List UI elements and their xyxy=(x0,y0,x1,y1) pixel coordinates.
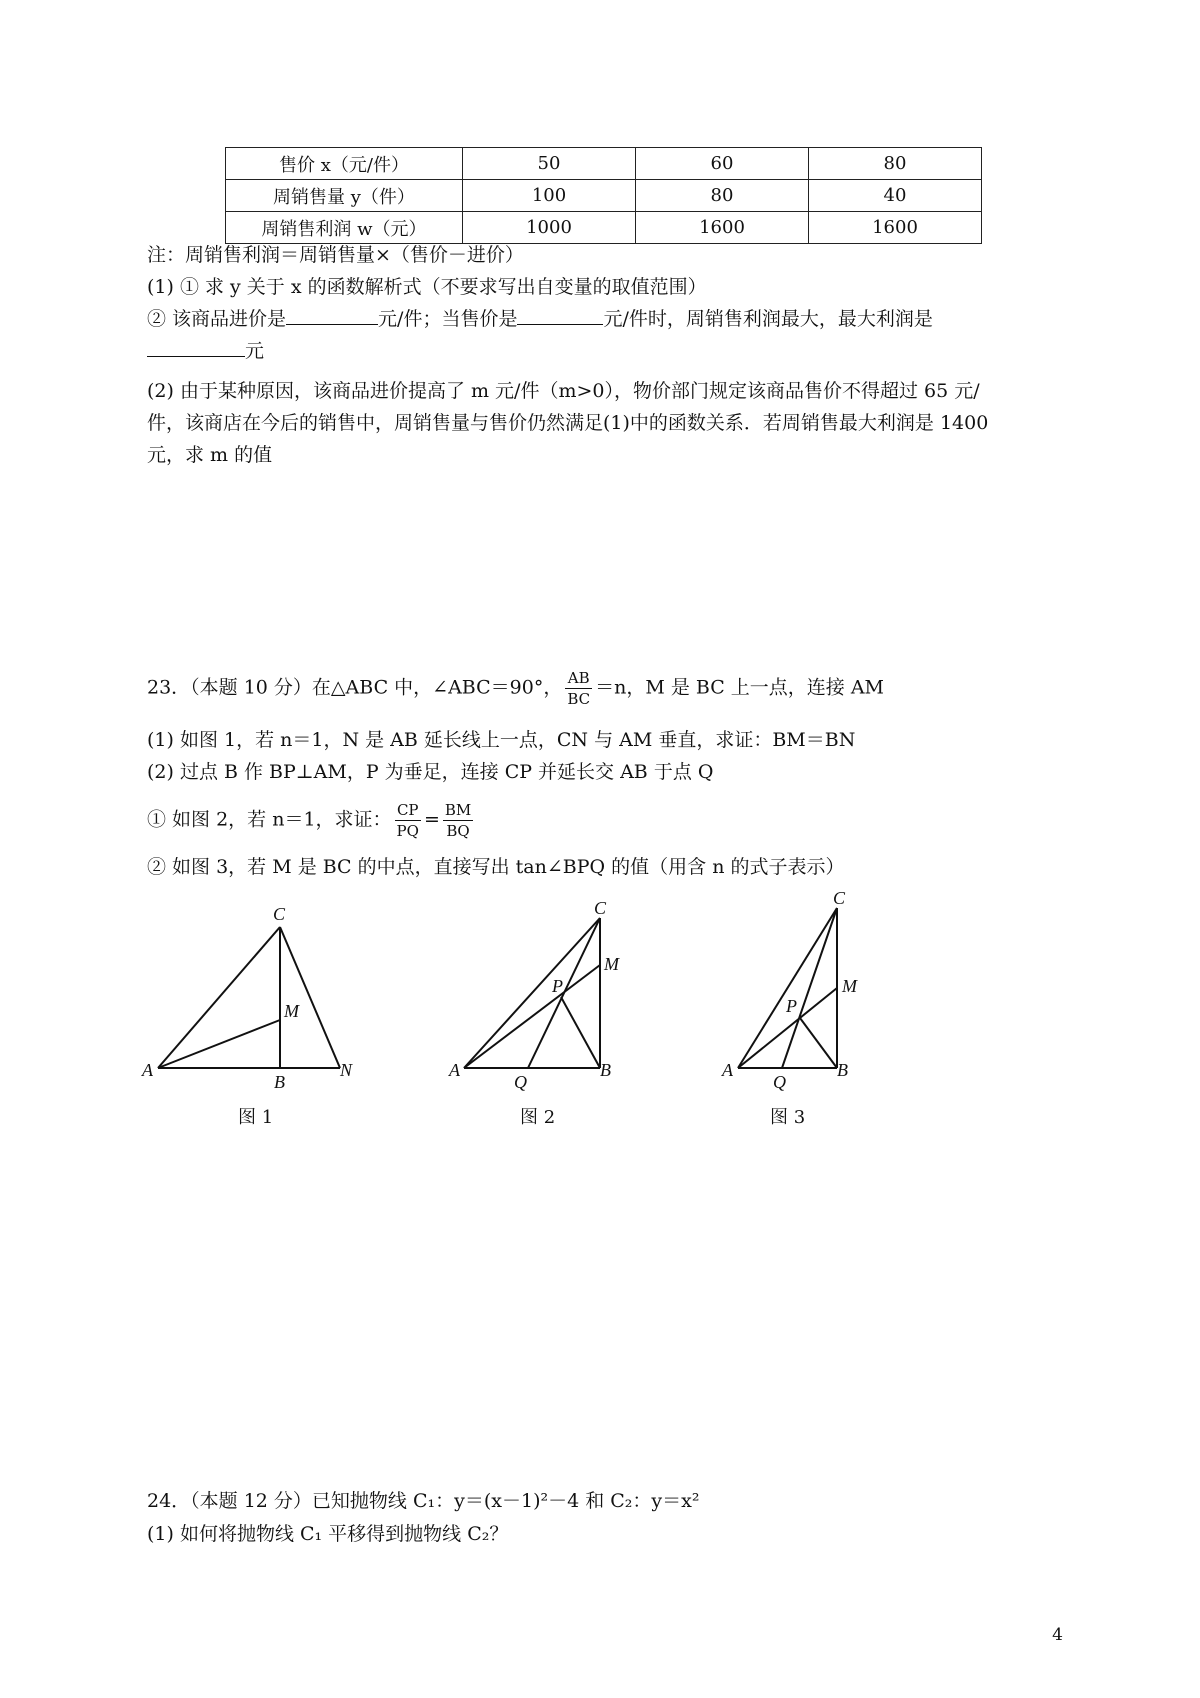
table-cell: 1600 xyxy=(636,212,809,244)
row-label: 售价 x（元/件） xyxy=(226,148,463,180)
fig2-label-c: C xyxy=(594,898,607,918)
fig3-label-m: M xyxy=(842,976,857,996)
fraction-cp-pq-den: PQ xyxy=(396,822,419,840)
figure-3-caption: 图 3 xyxy=(770,1107,806,1128)
q23-part2-1 xyxy=(147,800,476,841)
fraction-ab-bc-den: BC xyxy=(567,690,591,708)
table-cell: 80 xyxy=(636,180,809,212)
fraction-bm-bq xyxy=(443,800,473,841)
fig1-label-a: A xyxy=(142,1060,153,1080)
q22-part1-3-unit: 元 xyxy=(245,340,265,362)
fig1-label-b: B xyxy=(274,1072,285,1092)
edge-cn xyxy=(280,927,340,1068)
fig1-label-n: N xyxy=(340,1060,353,1080)
table-cell: 1000 xyxy=(463,212,636,244)
q22-part2-line2: 件，该商店在今后的销售中，周销售量与售价仍然满足(1)中的函数关系．若周销售最大利润是 1400 xyxy=(147,412,989,434)
edge-am xyxy=(464,965,600,1068)
q23-part2-1-a: ① 如图 2，若 n＝1，求证： xyxy=(147,808,392,831)
fraction-cp-pq xyxy=(395,800,421,841)
q22-part1-2-c: 元/件时，周销售利润最大，最大利润是 xyxy=(603,308,933,330)
fig2-label-b: B xyxy=(600,1060,611,1080)
equals-sign: = xyxy=(423,808,440,831)
fig3-label-c: C xyxy=(833,888,846,908)
table-row xyxy=(226,212,982,244)
fraction-bm-bq-num: BM xyxy=(444,801,472,819)
table-cell: 1600 xyxy=(809,212,982,244)
table-row xyxy=(226,148,982,180)
edge-pb xyxy=(561,997,600,1068)
table-cell: 100 xyxy=(463,180,636,212)
table-row xyxy=(226,180,982,212)
price-sales-table xyxy=(225,147,982,244)
fraction-bm-bq-den: BQ xyxy=(446,822,470,840)
q24-heading: 24．（本题 12 分）已知抛物线 C₁：y＝(x－1)²－4 和 C₂：y＝x² xyxy=(147,1490,700,1512)
fig2-label-p: P xyxy=(552,976,563,996)
fig2-label-q: Q xyxy=(514,1072,527,1092)
figure-2 xyxy=(448,898,638,1092)
fig3-label-b: B xyxy=(837,1060,848,1080)
q23-part2: (2) 过点 B 作 BP⊥AM，P 为垂足，连接 CP 并延长交 AB 于点 Q xyxy=(147,761,714,783)
q22-part1-2 xyxy=(147,306,933,332)
edge-cq xyxy=(528,918,600,1068)
fig2-label-m: M xyxy=(604,954,619,974)
fig3-label-a: A xyxy=(722,1060,733,1080)
edge-ac xyxy=(738,908,837,1068)
q23-part1: (1) 如图 1，若 n＝1，N 是 AB 延长线上一点，CN 与 AM 垂直，求证：BM＝BN xyxy=(147,729,856,751)
figure-1 xyxy=(140,900,370,1092)
fraction-ab-bc-num: AB xyxy=(565,668,592,689)
profit-note: 注：周销售利润＝周销售量×（售价－进价） xyxy=(147,244,524,266)
q22-part1-1: (1) ① 求 y 关于 x 的函数解析式（不要求写出自变量的取值范围） xyxy=(147,276,707,298)
row-label: 周销售量 y（件） xyxy=(226,180,463,212)
fig2-label-a: A xyxy=(449,1060,460,1080)
row-label: 周销售利润 w（元） xyxy=(226,212,463,244)
table-cell: 60 xyxy=(636,148,809,180)
q22-part2-line1: (2) 由于某种原因，该商品进价提高了 m 元/件（m>0），物价部门规定该商品售价不得超过 65 元/ xyxy=(147,380,980,402)
figure-2-caption: 图 2 xyxy=(520,1107,556,1128)
q22-part1-3 xyxy=(147,338,264,364)
answer-blank-price[interactable] xyxy=(517,306,603,325)
q23-heading xyxy=(147,668,884,709)
fig3-label-p: P xyxy=(786,996,797,1016)
figure-1-caption: 图 1 xyxy=(238,1107,274,1128)
answer-blank-profit[interactable] xyxy=(147,338,245,357)
q24-part1: (1) 如何将抛物线 C₁ 平移得到抛物线 C₂？ xyxy=(147,1523,509,1545)
fig1-label-m: M xyxy=(284,1001,299,1021)
q22-part1-2-b: 元/件；当售价是 xyxy=(378,308,518,330)
page-number: 4 xyxy=(1052,1625,1063,1645)
fraction-cp-pq-num: CP xyxy=(395,800,421,821)
figure-3 xyxy=(720,888,880,1092)
table-cell: 50 xyxy=(463,148,636,180)
edge-am xyxy=(158,1020,280,1068)
q22-part1-2-a: ② 该商品进价是 xyxy=(147,308,287,330)
edge-ac xyxy=(464,918,600,1068)
answer-blank-cost[interactable] xyxy=(286,306,378,325)
q22-part2-line3: 元，求 m 的值 xyxy=(147,444,273,466)
q23-part2-2: ② 如图 3，若 M 是 BC 的中点，直接写出 tan∠BPQ 的值（用含 n 的式子表示） xyxy=(147,856,845,878)
table-cell: 40 xyxy=(809,180,982,212)
q23-heading-b: ＝n，M 是 BC 上一点，连接 AM xyxy=(595,676,885,699)
edge-cq xyxy=(782,908,837,1068)
edge-ac xyxy=(158,927,280,1068)
table-cell: 80 xyxy=(809,148,982,180)
fraction-ab-bc xyxy=(565,668,592,709)
fig3-label-q: Q xyxy=(773,1072,786,1092)
fig1-label-c: C xyxy=(273,904,286,924)
edge-pb xyxy=(800,1018,837,1068)
q23-heading-a: 23．（本题 10 分）在△ABC 中，∠ABC＝90°， xyxy=(147,676,563,699)
